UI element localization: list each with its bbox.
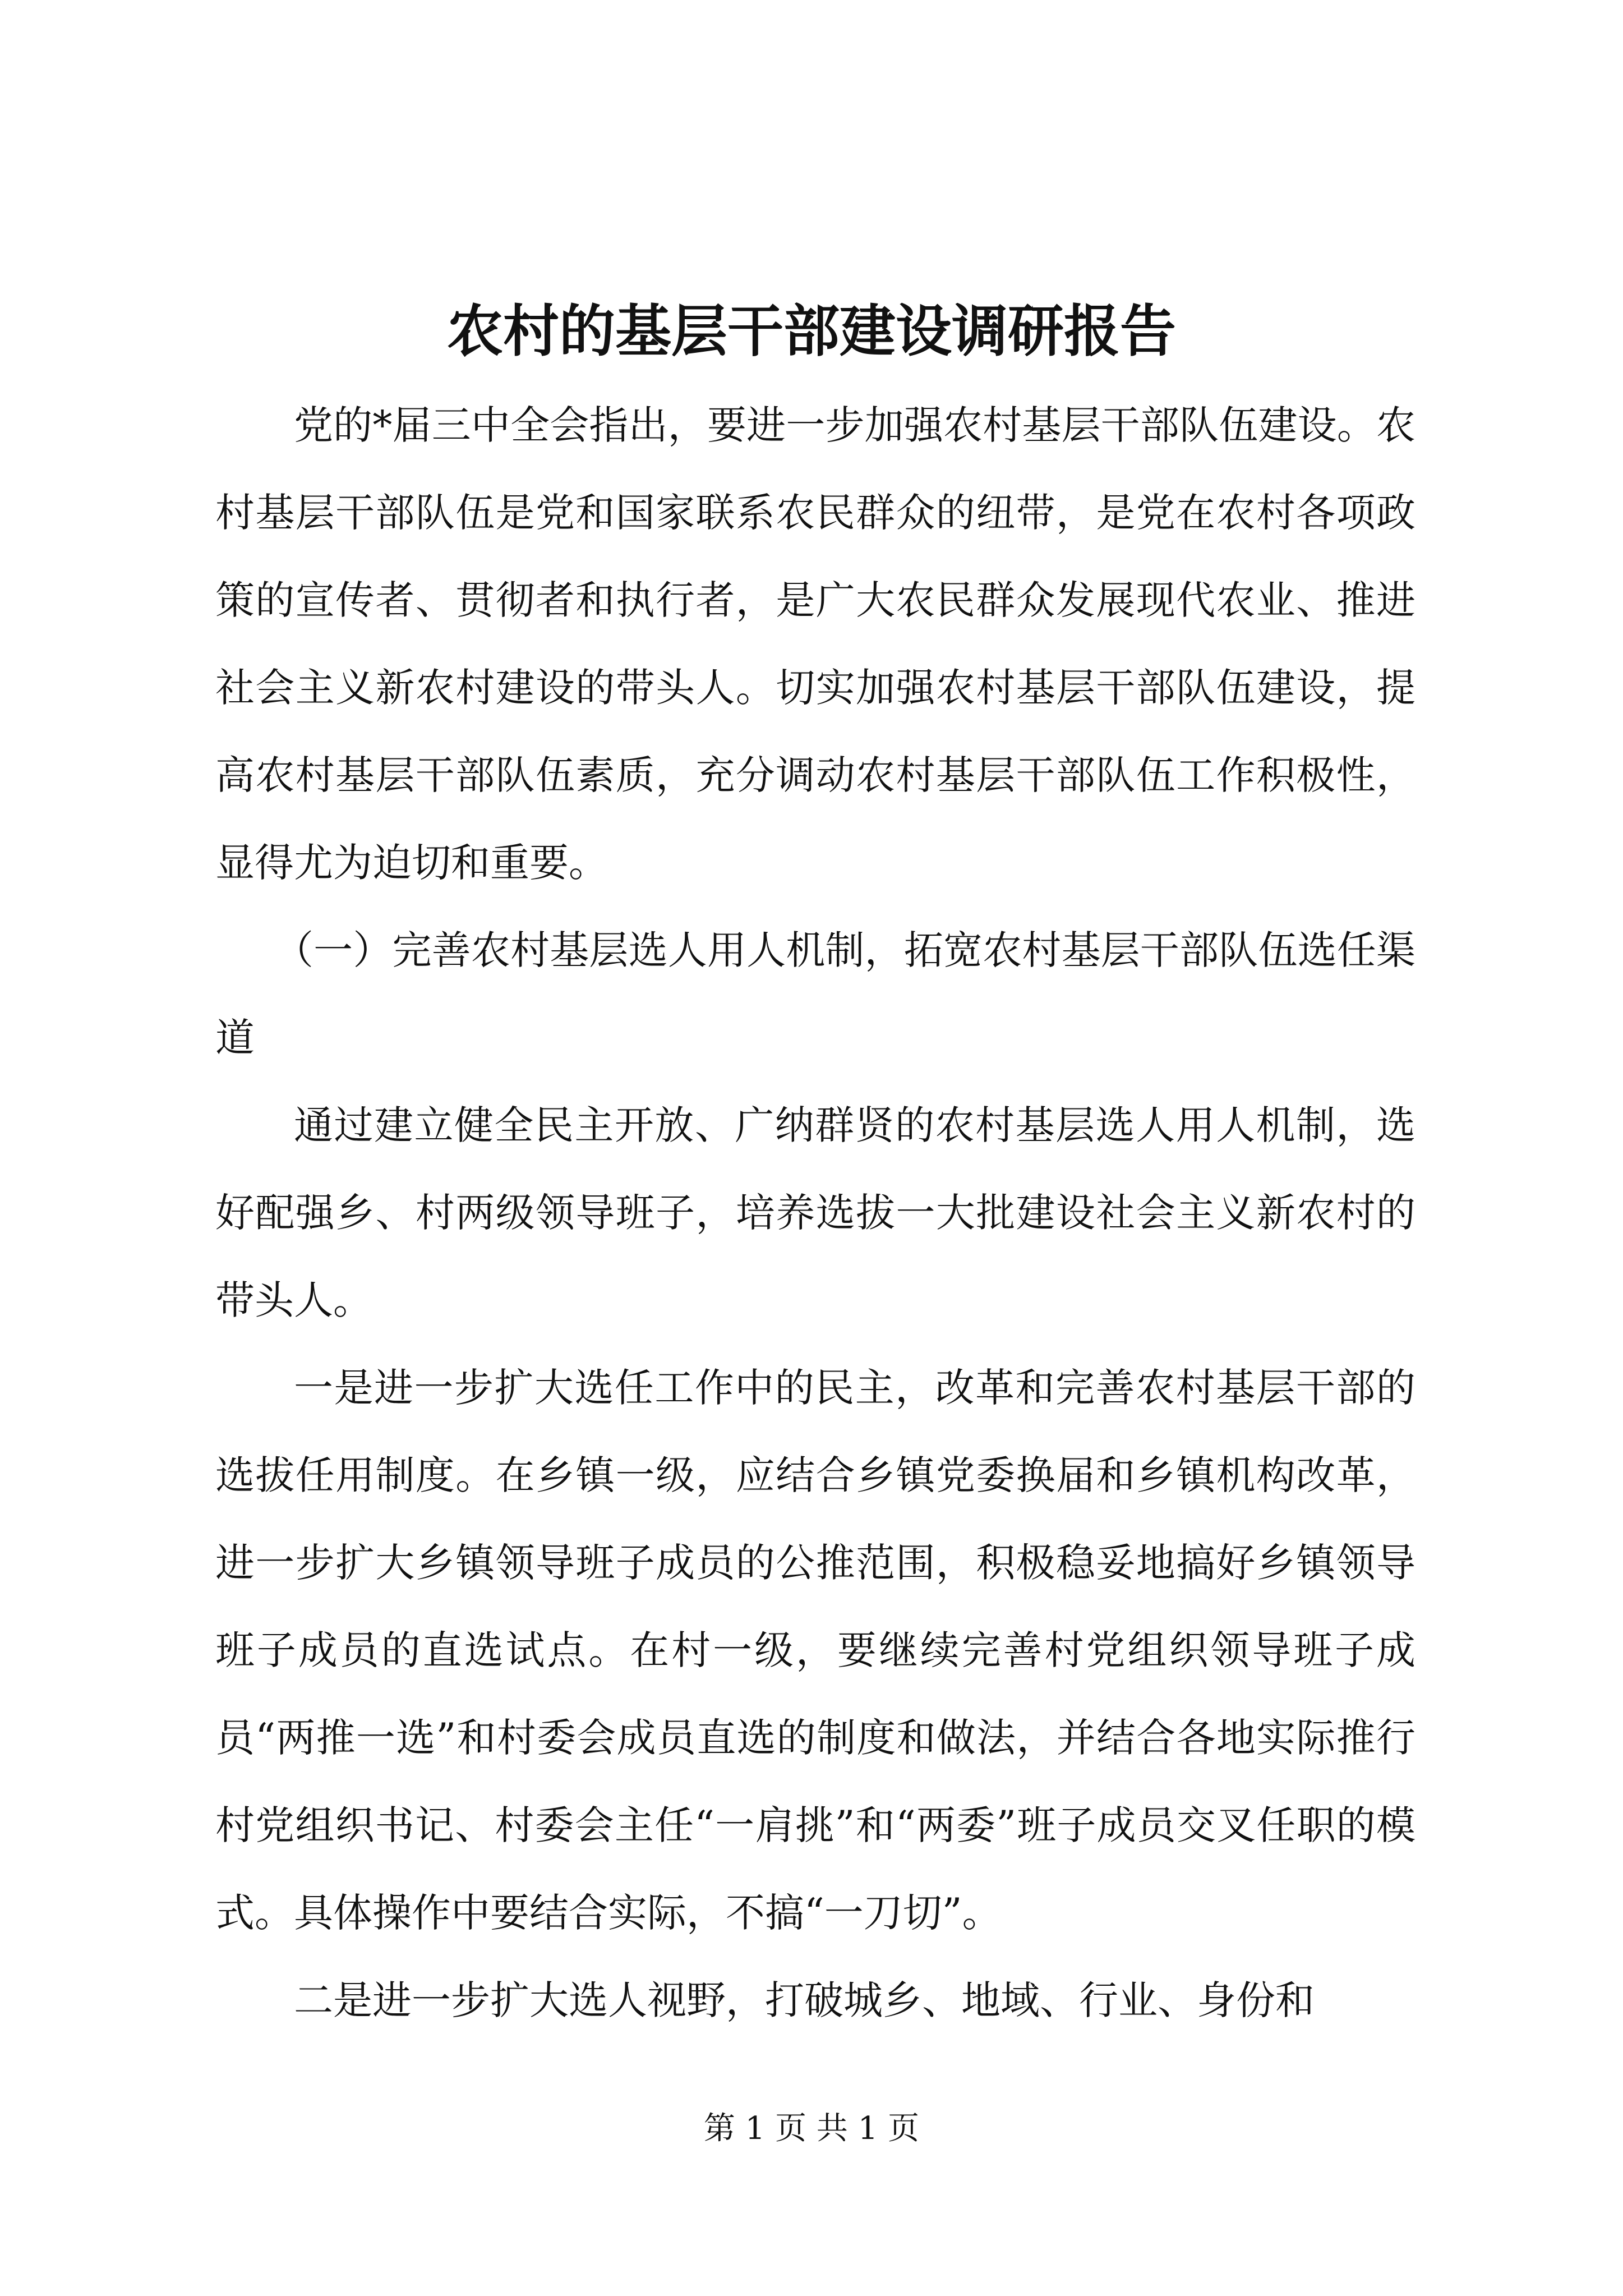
paragraph-point-2: 二是进一步扩大选人视野，打破城乡、地域、行业、身份和 xyxy=(294,1977,1315,2023)
document-body xyxy=(215,381,1415,2044)
paragraph-intro: 党的*届三中全会指出，要进一步加强农村基层干部队伍建设。农村基层干部队伍是党和国家联系农民群众的纽带，是党在农村各项政策的宣传者、贯彻者和执行者，是广大农民群众发展现代农业、推进社会主义新农村建设的带头人。切实加强农村基层干部队伍建设，提高农村基层干部队伍素质，充分调动农村基层干部队伍工作积极性，显得尤为迫切和重要。 xyxy=(215,402,1415,886)
page-footer: 第 1 页 共 1 页 xyxy=(703,2110,920,2147)
paragraph-section-1: 通过建立健全民主开放、广纳群贤的农村基层选人用人机制，选好配强乡、村两级领导班子，培养选拔一大批建设社会主义新农村的带头人。 xyxy=(215,1102,1415,1323)
document-title: 农村的基层干部建设调研报告 xyxy=(447,298,1176,364)
section-heading-1: （一）完善农村基层选人用人机制，拓宽农村基层干部队伍选任渠道 xyxy=(215,927,1415,1061)
paragraph-point-1: 一是进一步扩大选任工作中的民主，改革和完善农村基层干部的选拔任用制度。在乡镇一级，应结合乡镇党委换届和乡镇机构改革，进一步扩大乡镇领导班子成员的公推范围，积极稳妥地搞好乡镇领导班子成员的直选试点。在村一级，要继续完善村党组织领导班子成员“两推一选”和村委会成员直选的制度和做法，并结合各地实际推行村党组织书记、村委会主任“一肩挑”和“两委”班子成员交叉任职的模式。具体操作中要结合实际，不搞“一刀切”。 xyxy=(215,1365,1415,1936)
